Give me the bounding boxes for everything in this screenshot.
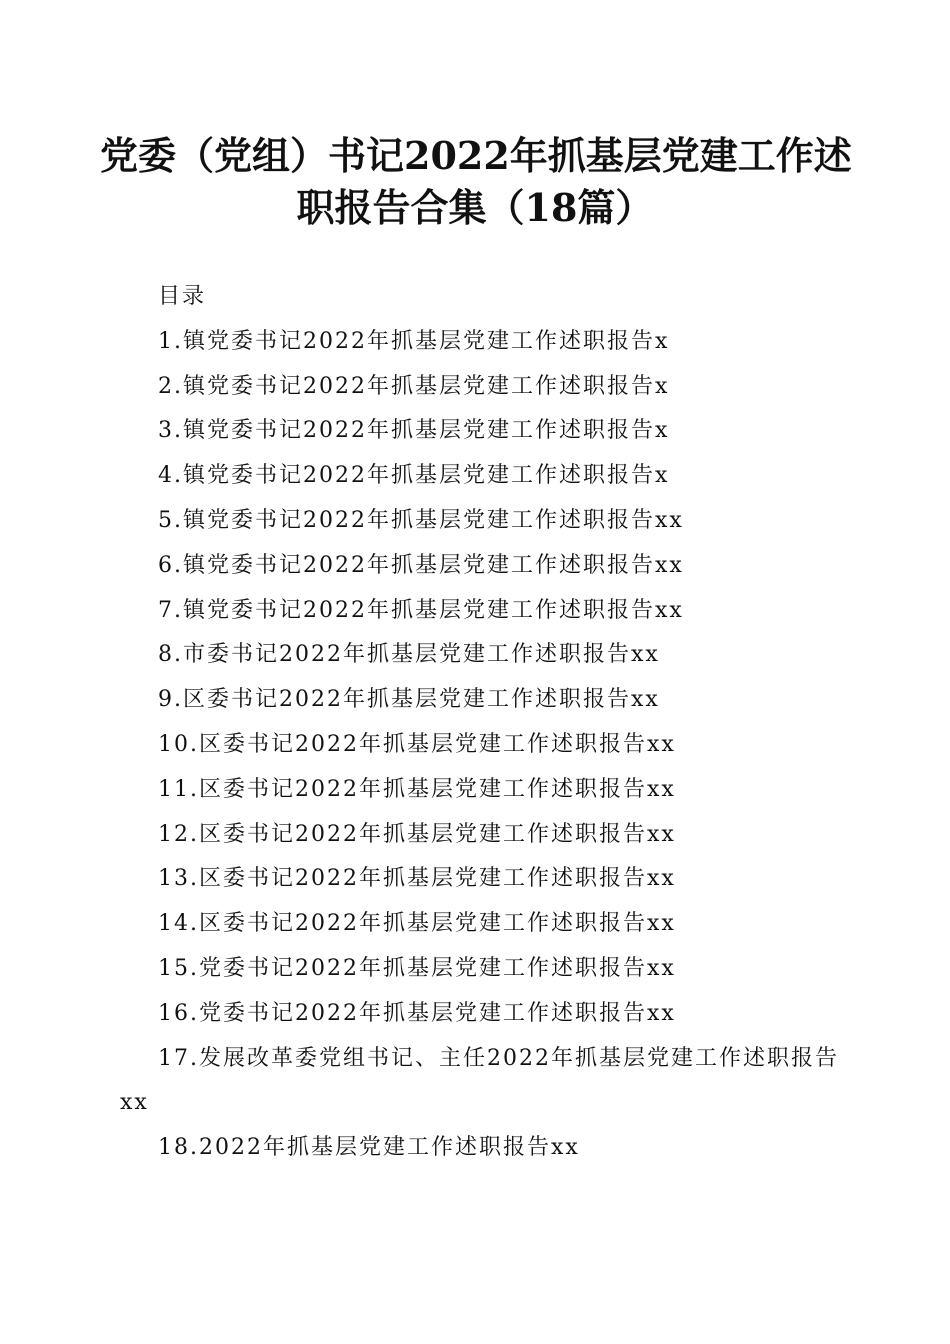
toc-item-4: 4.镇党委书记2022年抓基层党建工作述职报告x bbox=[158, 463, 670, 489]
toc-item-2: 2.镇党委书记2022年抓基层党建工作述职报告x bbox=[158, 373, 670, 399]
toc-item-15: 15.党委书记2022年抓基层党建工作述职报告xx bbox=[158, 955, 676, 981]
toc-item-1: 1.镇党委书记2022年抓基层党建工作述职报告x bbox=[158, 328, 670, 354]
document-title bbox=[100, 130, 850, 234]
toc-item-14: 14.区委书记2022年抓基层党建工作述职报告xx bbox=[158, 911, 676, 937]
toc-item-3: 3.镇党委书记2022年抓基层党建工作述职报告x bbox=[158, 418, 670, 444]
toc-item-7: 7.镇党委书记2022年抓基层党建工作述职报告xx bbox=[158, 597, 684, 623]
toc-item-9: 9.区委书记2022年抓基层党建工作述职报告xx bbox=[158, 687, 660, 713]
toc-item-5: 5.镇党委书记2022年抓基层党建工作述职报告xx bbox=[158, 507, 684, 533]
toc-item-12: 12.区委书记2022年抓基层党建工作述职报告xx bbox=[158, 821, 676, 847]
toc-item-18: 18.2022年抓基层党建工作述职报告xx bbox=[158, 1135, 580, 1161]
toc-item-8: 8.市委书记2022年抓基层党建工作述职报告xx bbox=[158, 642, 660, 668]
table-of-contents bbox=[120, 275, 840, 1171]
toc-item-13: 13.区委书记2022年抓基层党建工作述职报告xx bbox=[158, 866, 676, 892]
toc-item-17: 17.发展改革委党组书记、主任2022年抓基层党建工作述职报告xx bbox=[120, 1045, 839, 1116]
toc-item-16: 16.党委书记2022年抓基层党建工作述职报告xx bbox=[158, 1000, 676, 1026]
document-title-line-2: 职报告合集（18篇） bbox=[296, 185, 654, 230]
document-title-line-1: 党委（党组）书记2022年抓基层党建工作述 bbox=[100, 133, 852, 178]
toc-item-11: 11.区委书记2022年抓基层党建工作述职报告xx bbox=[158, 776, 676, 802]
toc-heading: 目录 bbox=[158, 284, 207, 309]
toc-item-10: 10.区委书记2022年抓基层党建工作述职报告xx bbox=[158, 731, 676, 757]
toc-item-6: 6.镇党委书记2022年抓基层党建工作述职报告xx bbox=[158, 552, 684, 578]
